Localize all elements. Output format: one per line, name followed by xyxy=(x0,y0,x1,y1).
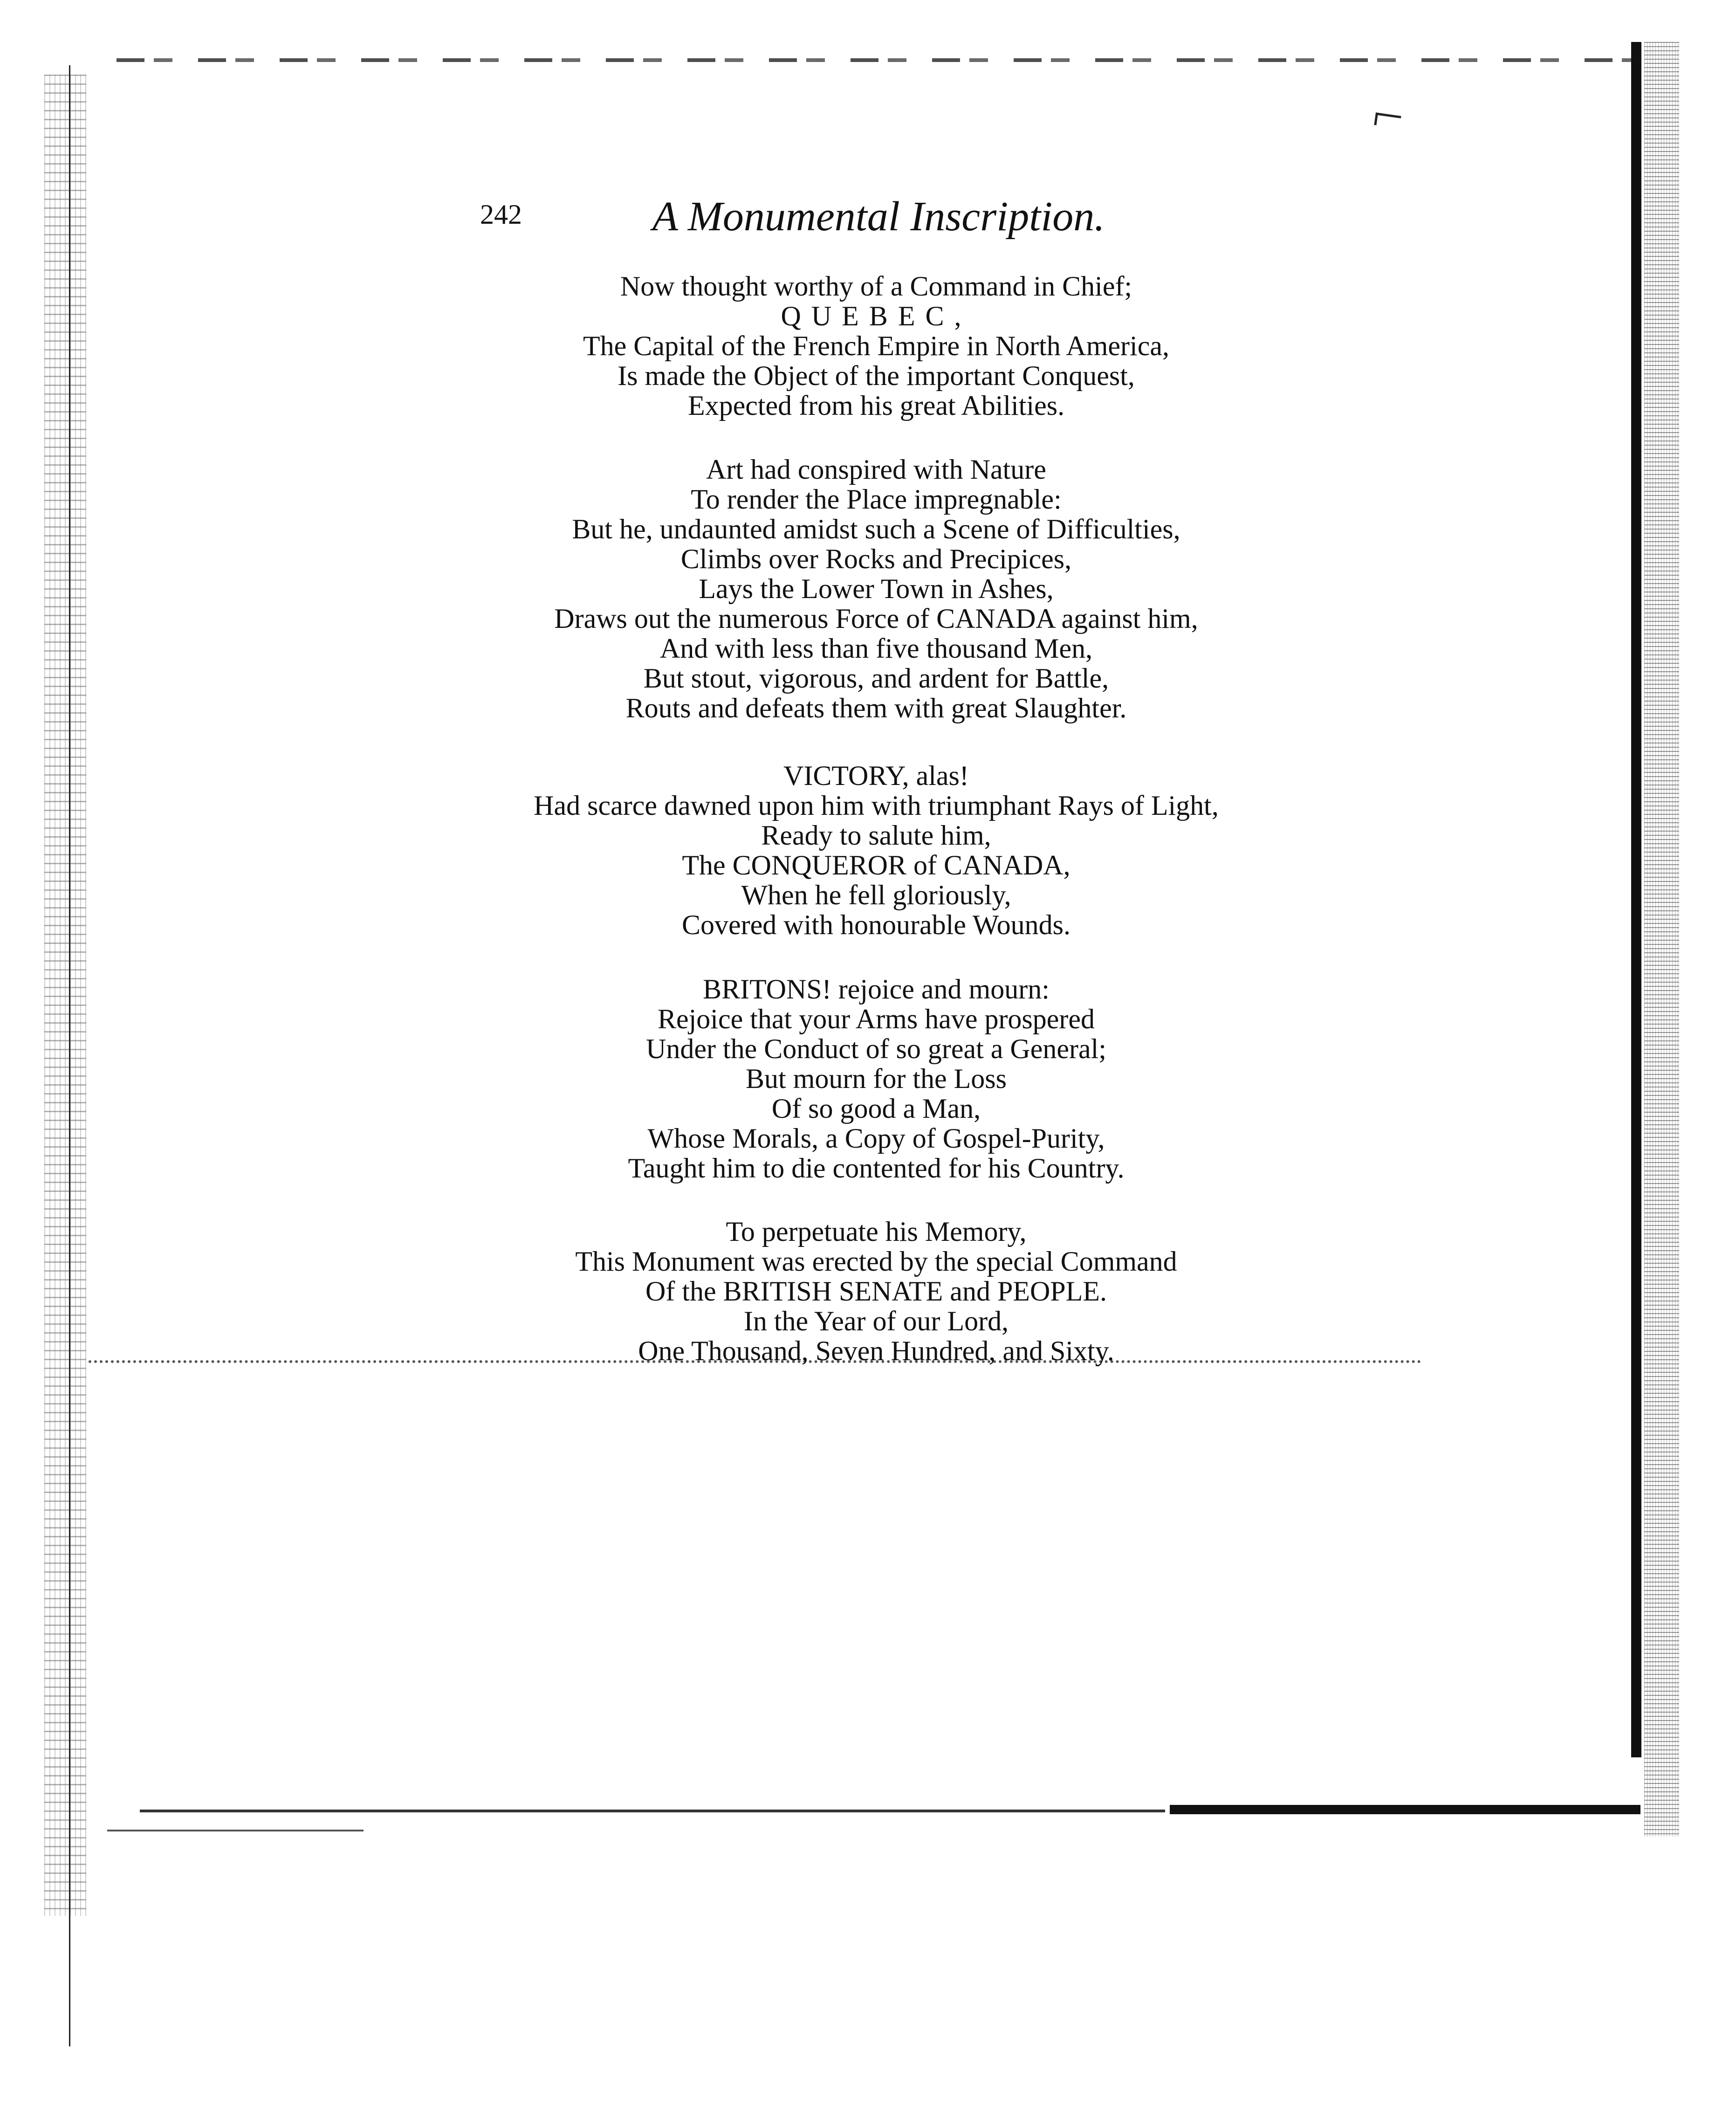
verse-line: When he fell gloriously, xyxy=(741,880,1011,910)
verse-line: Of the BRITISH SENATE and PEOPLE. xyxy=(645,1276,1107,1307)
verse-line: BRITONS! rejoice and mourn: xyxy=(703,974,1050,1005)
scan-edge-left-line xyxy=(69,65,70,2046)
verse-line: One Thousand, Seven Hundred, and Sixty. xyxy=(638,1335,1114,1366)
stanza-5 xyxy=(466,1217,1286,1366)
verse-line: To perpetuate his Memory, xyxy=(726,1216,1027,1247)
verse-line: Lays the Lower Town in Ashes, xyxy=(699,573,1054,604)
scan-edge-bottom-thick xyxy=(1170,1805,1640,1814)
verse-line: Climbs over Rocks and Precipices, xyxy=(680,544,1072,574)
verse-line: Taught him to die contented for his Country. xyxy=(628,1153,1125,1184)
verse-line: QUEBEC, xyxy=(781,301,972,331)
verse-line: Expected from his great Abilities. xyxy=(687,390,1065,421)
scan-edge-bottom-2 xyxy=(107,1830,364,1831)
verse-line: But mourn for the Loss xyxy=(746,1063,1007,1094)
corner-mark xyxy=(1374,112,1401,128)
verse-line: And with less than five thousand Men, xyxy=(659,633,1093,664)
verse-line: Is made the Object of the important Conquest, xyxy=(618,360,1135,391)
page-number: 242 xyxy=(480,199,522,230)
verse-line: The CONQUEROR of CANADA, xyxy=(682,850,1070,881)
stanza-1 xyxy=(466,271,1286,420)
scan-edge-top xyxy=(117,58,1631,62)
scan-edge-bottom xyxy=(140,1810,1165,1812)
verse-line: Under the Conduct of so great a General; xyxy=(646,1033,1106,1064)
verse-line: Covered with honourable Wounds. xyxy=(682,909,1070,940)
verse-line: In the Year of our Lord, xyxy=(743,1306,1009,1336)
verse-line: Routs and defeats them with great Slaughter. xyxy=(625,693,1127,723)
verse-line: Rejoice that your Arms have prospered xyxy=(657,1004,1095,1034)
verse-line: Ready to salute him, xyxy=(761,820,991,851)
scan-edge-right xyxy=(1631,42,1641,1757)
verse-line: Draws out the numerous Force of CANADA against him, xyxy=(554,603,1198,634)
stanza-2 xyxy=(466,454,1286,723)
running-head: A Monumental Inscription. xyxy=(652,193,1105,240)
stanza-4 xyxy=(466,974,1286,1183)
scan-edge-left xyxy=(44,75,86,1916)
verse-line: The Capital of the French Empire in North America, xyxy=(583,330,1169,361)
verse-line: But he, undaunted amidst such a Scene of Difficulties, xyxy=(572,514,1180,544)
verse-line: VICTORY, alas! xyxy=(783,760,969,791)
verse-line: This Monument was erected by the special Command xyxy=(575,1246,1177,1277)
verse-line: Art had conspired with Nature xyxy=(706,454,1046,485)
verse-line: To render the Place impregnable: xyxy=(691,484,1062,515)
verse-line: Had scarce dawned upon him with triumphant Rays of Light, xyxy=(534,790,1219,821)
verse-line: Now thought worthy of a Command in Chief; xyxy=(620,271,1132,302)
verse-line: Whose Morals, a Copy of Gospel-Purity, xyxy=(647,1123,1105,1154)
scan-edge-right-noise xyxy=(1644,42,1679,1837)
verse-line: Of so good a Man, xyxy=(771,1093,981,1124)
verse-line: But stout, vigorous, and ardent for Battle, xyxy=(643,663,1109,694)
stanza-3 xyxy=(466,761,1286,940)
